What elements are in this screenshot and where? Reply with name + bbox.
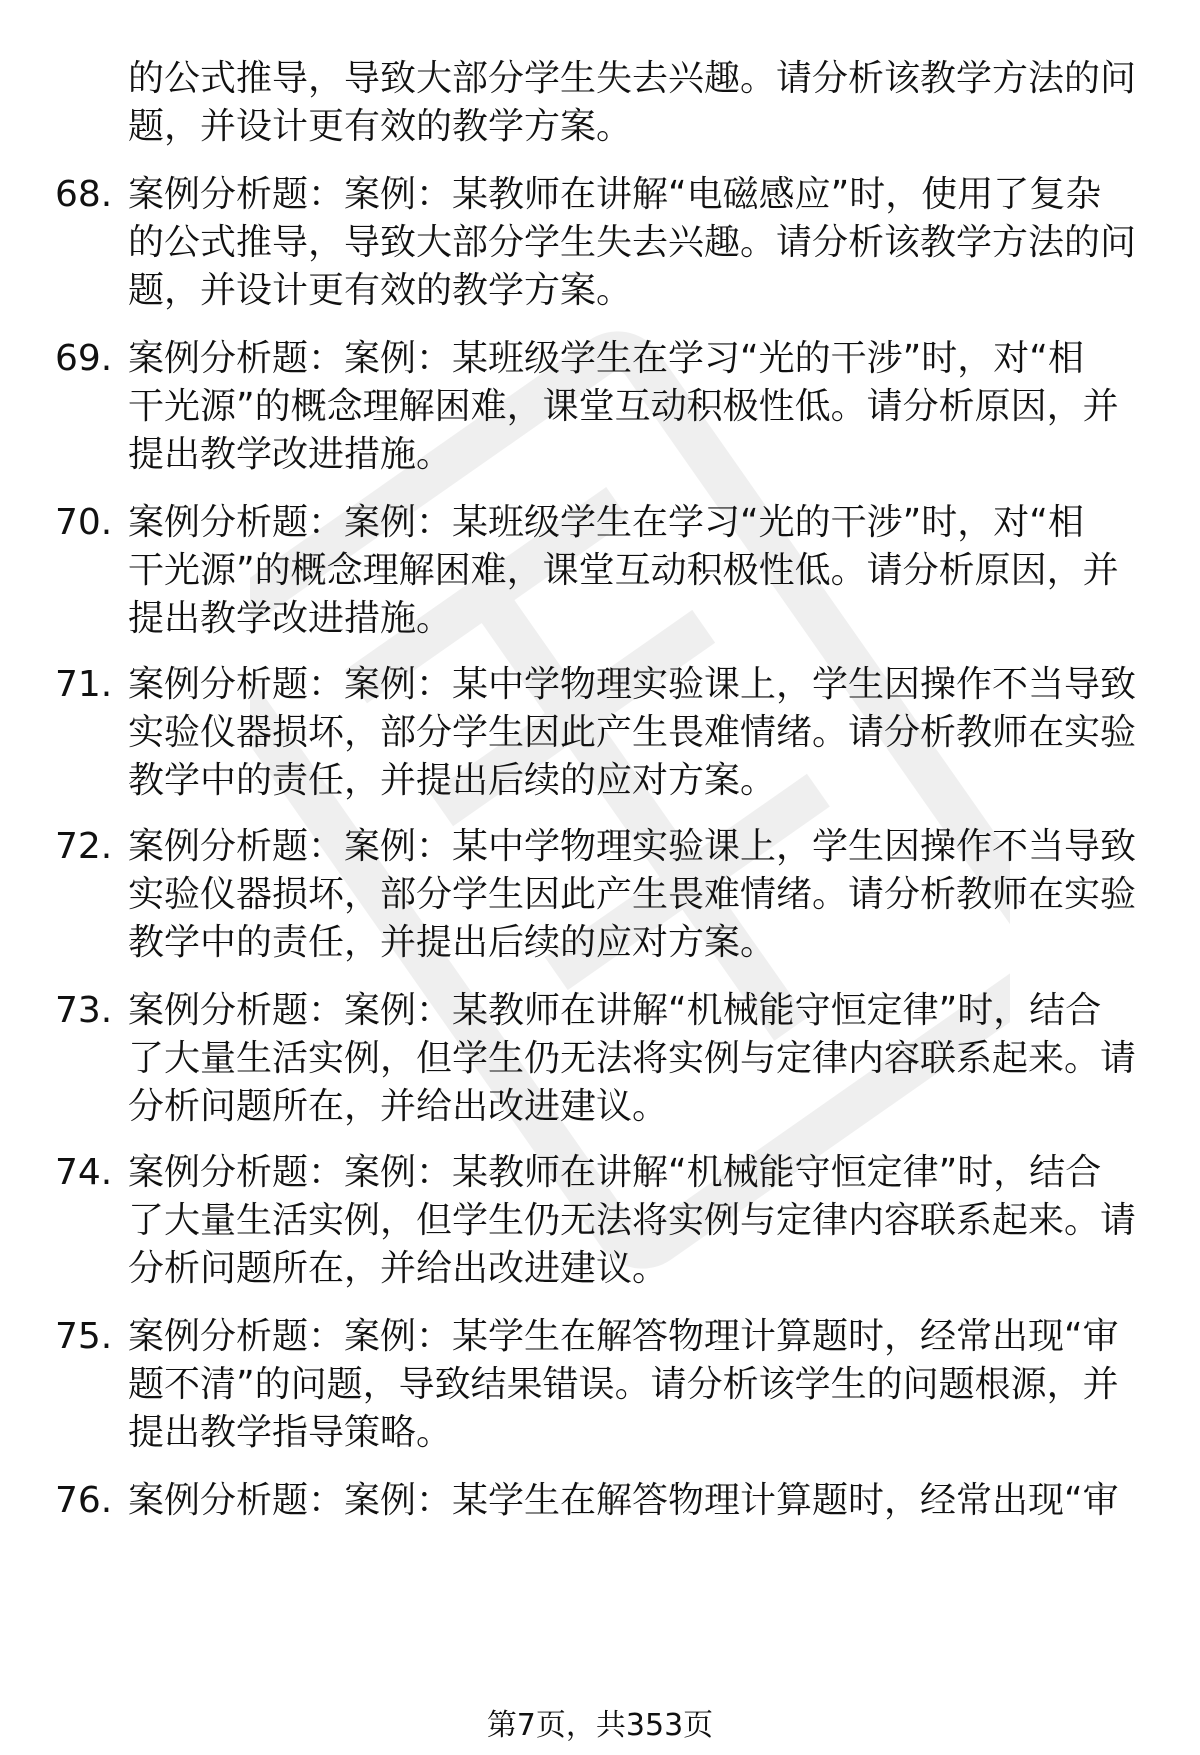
question-line: 案例分析题：案例：某班级学生在学习“光的干涉”时，对“相 [128,338,1084,379]
continuation-line: 题，并设计更有效的教学方案。 [128,106,633,147]
question-number: 73. [55,990,113,1031]
question-line: 提出教学指导策略。 [128,1412,453,1453]
question-number: 75. [55,1316,113,1357]
question-line: 案例分析题：案例：某中学物理实验课上，学生因操作不当导致 [128,664,1137,705]
question-line: 的公式推导，导致大部分学生失去兴趣。请分析该教学方法的问 [128,222,1137,263]
question-line: 干光源”的概念理解困难，课堂互动积极性低。请分析原因，并 [128,550,1119,591]
question-number: 68. [55,174,113,215]
question-line: 提出教学改进措施。 [128,434,453,475]
question-line: 案例分析题：案例：某教师在讲解“电磁感应”时，使用了复杂 [128,174,1102,215]
question-line: 案例分析题：案例：某学生在解答物理计算题时，经常出现“审 [128,1316,1119,1357]
question-line: 实验仪器损坏，部分学生因此产生畏难情绪。请分析教师在实验 [128,874,1137,915]
question-number: 69. [55,338,113,379]
question-line: 题，并设计更有效的教学方案。 [128,270,633,311]
question-line: 提出教学改进措施。 [128,598,453,639]
question-line: 题不清”的问题，导致结果错误。请分析该学生的问题根源，并 [128,1364,1119,1405]
question-number: 71. [55,664,113,705]
question-number: 72. [55,826,113,867]
question-line: 了大量生活实例，但学生仍无法将实例与定律内容联系起来。请 [128,1038,1137,1079]
question-line: 教学中的责任，并提出后续的应对方案。 [128,922,777,963]
question-line: 了大量生活实例，但学生仍无法将实例与定律内容联系起来。请 [128,1200,1137,1241]
question-line: 案例分析题：案例：某班级学生在学习“光的干涉”时，对“相 [128,502,1084,543]
question-line: 案例分析题：案例：某教师在讲解“机械能守恒定律”时，结合 [128,1152,1102,1193]
question-line: 案例分析题：案例：某中学物理实验课上，学生因操作不当导致 [128,826,1137,867]
question-line: 分析问题所在，并给出改进建议。 [128,1248,669,1289]
question-line: 案例分析题：案例：某教师在讲解“机械能守恒定律”时，结合 [128,990,1102,1031]
question-line: 干光源”的概念理解困难，课堂互动积极性低。请分析原因，并 [128,386,1119,427]
question-line: 案例分析题：案例：某学生在解答物理计算题时，经常出现“审 [128,1480,1119,1521]
question-line: 分析问题所在，并给出改进建议。 [128,1086,669,1127]
question-line: 教学中的责任，并提出后续的应对方案。 [128,760,777,801]
question-number: 76. [55,1480,113,1521]
continuation-line: 的公式推导，导致大部分学生失去兴趣。请分析该教学方法的问 [128,58,1137,99]
page-indicator: 第7页，共353页 [486,1708,714,1743]
question-line: 实验仪器损坏，部分学生因此产生畏难情绪。请分析教师在实验 [128,712,1137,753]
question-number: 74. [55,1152,113,1193]
question-number: 70. [55,502,113,543]
